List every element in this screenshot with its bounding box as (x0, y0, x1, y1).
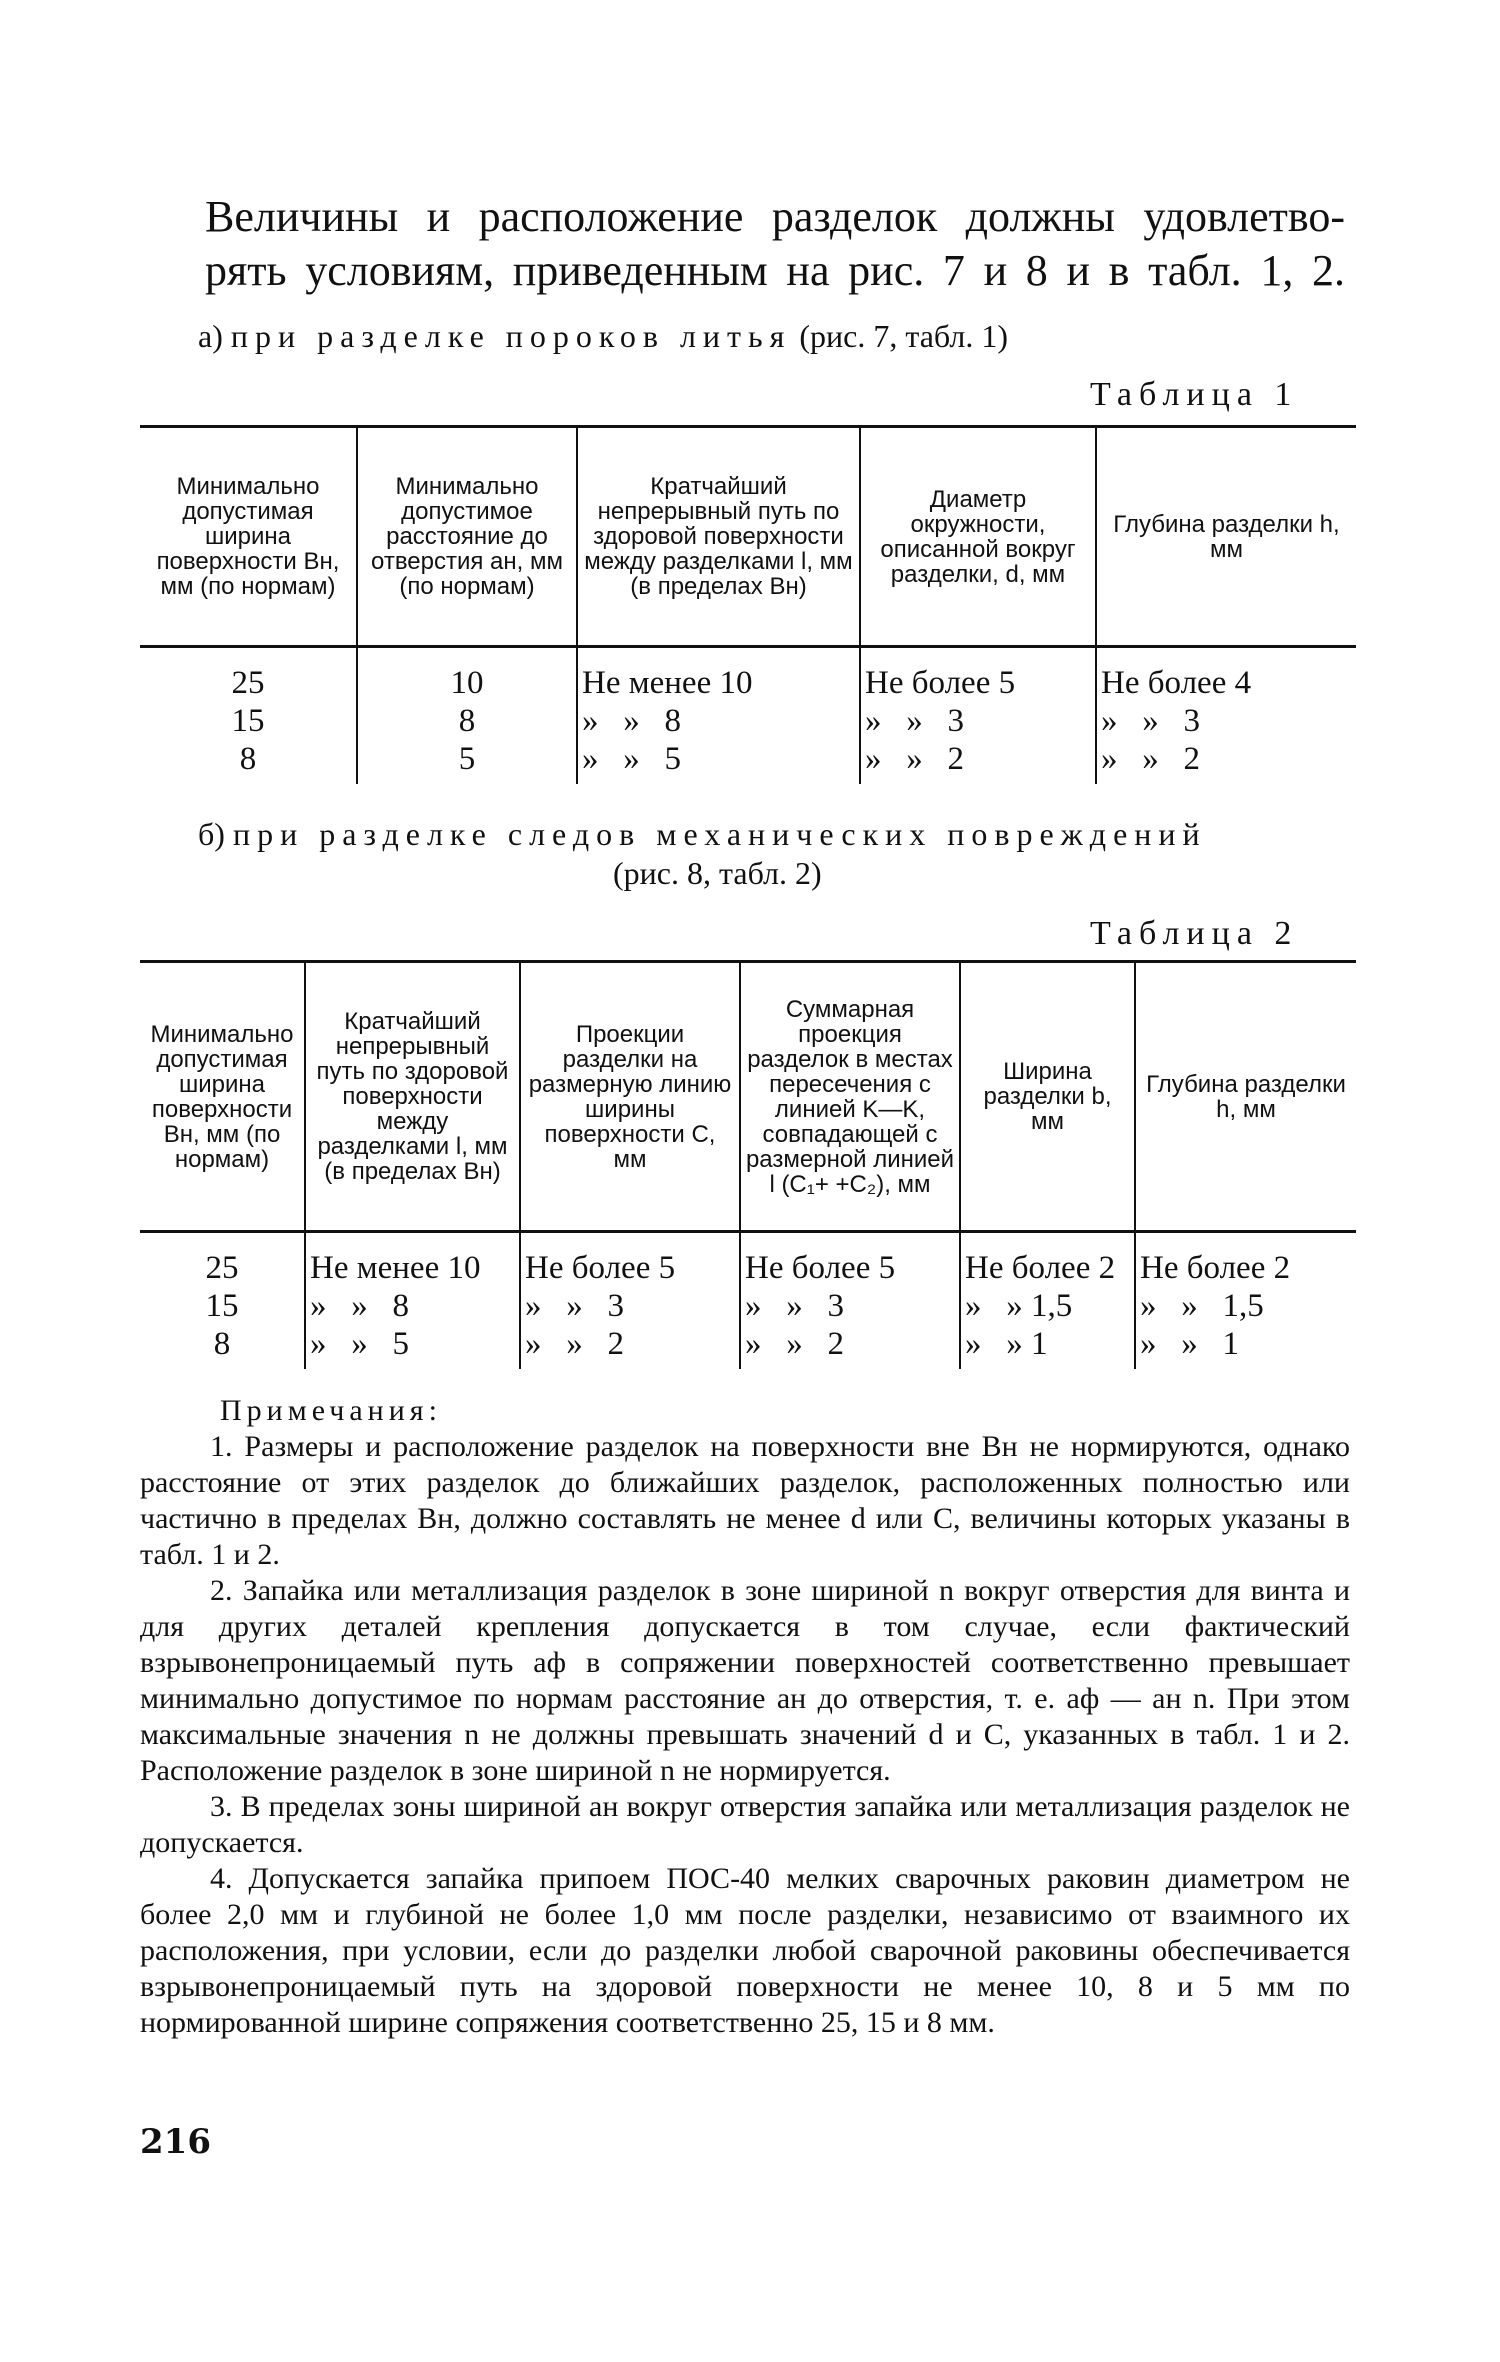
table2-row (140, 1287, 1356, 1325)
section-b-ref: (рис. 8, табл. 2) (613, 855, 822, 891)
table1-cell: Не менее 10 (577, 647, 860, 703)
table2-cell: Не более 2 (960, 1232, 1135, 1288)
section-a-ref: (рис. 7, табл. 1) (799, 318, 1008, 354)
table1-row (140, 740, 1356, 784)
table2-cell: » » 2 (740, 1325, 960, 1369)
table1-header-3: Кратчайший непрерывный путь по здоровой поверхности между разделками l, мм (в пределах Bн) (577, 427, 860, 647)
table1-cell: » » 3 (860, 702, 1096, 740)
table2-cell: » » 3 (740, 1287, 960, 1325)
table-1 (140, 425, 1356, 784)
table2-header-4: Суммарная проекция разделок в местах пересечения с линией K—K, совпадающей с размерной линией l (C₁+ +C₂), мм (740, 962, 960, 1232)
table-2 (140, 960, 1356, 1369)
note-item: 3. В пределах зоны шириной aн вокруг отверстия запайка или металлизация разделок не допускается. (140, 1790, 1350, 1859)
table1-header-4: Диаметр окружности, описанной вокруг разделки, d, мм (860, 427, 1096, 647)
table2-cell: 15 (205, 1288, 239, 1324)
table1-row (140, 702, 1356, 740)
intro-paragraph (205, 190, 1345, 298)
table1-cell: 5 (357, 740, 577, 784)
intro-line-1: Величины и расположение разделок должны удовлетво- (205, 192, 1345, 241)
section-a-title (198, 318, 1008, 355)
table2-cell: » » 1 (1135, 1325, 1356, 1369)
table1-cell: 25 (231, 665, 265, 701)
table2-header-row (140, 962, 1356, 1232)
note-item: 1. Размеры и расположение разделок на поверхности вне Вн не нормируются, однако расстояние от этих разделок до ближайших разделок, расположенных полностью или частично в пределах Вн, должно составлять не менее d или C, величины которых указаны в табл. 1 и 2. (140, 1430, 1350, 1571)
table1-cell: 15 (231, 703, 265, 739)
table1-cell: » » 2 (1096, 740, 1356, 784)
table2-row (140, 1232, 1356, 1288)
table1-cell: 10 (357, 647, 577, 703)
table1-cell: » » 2 (860, 740, 1096, 784)
table2-cell: Не более 5 (520, 1232, 740, 1288)
table2-cell: Не более 5 (740, 1232, 960, 1288)
table1-cell: Не более 5 (860, 647, 1096, 703)
section-a-spaced: при разделке пороков литья (230, 318, 792, 354)
table2-header-2: Кратчайший непрерывный путь по здоровой поверхности между разделками l, мм (в пределах Bн) (305, 962, 520, 1232)
section-b-spaced: при разделке следов механических повреждений (232, 816, 1207, 852)
table2-cell: » » 2 (520, 1325, 740, 1369)
table1-cell: » » 8 (577, 702, 860, 740)
table1-cell: Не более 4 (1096, 647, 1356, 703)
section-a-label: а) (198, 318, 223, 354)
table2-cell: » » 1 (960, 1325, 1135, 1369)
table2-caption: Таблица 2 (1090, 915, 1299, 952)
section-b-label: б) (198, 816, 225, 852)
table2-cell: » » 1,5 (960, 1287, 1135, 1325)
notes-heading: Примечания: (220, 1394, 442, 1427)
table2-cell: » » 1,5 (1135, 1287, 1356, 1325)
note-item: 2. Запайка или металлизация разделок в зоне шириной n вокруг отверстия для винта и для других деталей крепления допускается в том случае, если фактический взрывонепроницаемый путь aф в сопряжении поверхностей соответственно превышает минимально допустимое по нормам расстояние aн до отверстия, т. е. aф — aн n. При этом максимальные значения n не должны превышать значений d и C, указанных в табл. 1 и 2. Расположение разделок в зоне шириной n не нормируется. (140, 1574, 1350, 1787)
table2-cell: Не более 2 (1135, 1232, 1356, 1288)
table1-header-2: Минимально допустимое расстояние до отверстия aн, мм (по нормам) (357, 427, 577, 647)
intro-line-2: рять условиям, приведенным на рис. 7 и 8 и в табл. 1, 2. (205, 246, 1345, 295)
table1-header-row (140, 427, 1356, 647)
table1-cell: 8 (239, 741, 257, 777)
table2-cell: » » 5 (305, 1325, 520, 1369)
table2-cell: 8 (213, 1326, 231, 1362)
table2-header-1: Минимально допустимая ширина поверхности Bн, мм (по нормам) (150, 1020, 294, 1173)
table1-cell: » » 5 (577, 740, 860, 784)
table2-cell: » » 3 (520, 1287, 740, 1325)
table2-header-3: Проекции разделки на размерную линию ширины поверхности C, мм (520, 962, 740, 1232)
table2-cell: » » 8 (305, 1287, 520, 1325)
notes-section (140, 1393, 1350, 2041)
table2-header-5: Ширина разделки b, мм (960, 962, 1135, 1232)
table1-row (140, 647, 1356, 703)
section-b-title (198, 816, 1378, 892)
table2-row (140, 1325, 1356, 1369)
table1-header-5: Глубина разделки h, мм (1096, 427, 1356, 647)
table2-header-6: Глубина разделки h, мм (1135, 962, 1356, 1232)
table1-cell: » » 3 (1096, 702, 1356, 740)
table1-header-1: Минимально допустимая ширина поверхности Bн, мм (по нормам) (156, 473, 340, 600)
table2-cell: Не менее 10 (305, 1232, 520, 1288)
table1-caption: Таблица 1 (1090, 376, 1299, 413)
page-number: 216 (140, 2122, 211, 2162)
note-item: 4. Допускается запайка припоем ПОС-40 мелких сварочных раковин диаметром не более 2,0 мм и глубиной не более 1,0 мм после разделки, независимо от взаимного их расположения, при условии, если до разделки любой сварочной раковины обеспечивается взрывонепроницаемый путь на здоровой поверхности не менее 10, 8 и 5 мм по нормированной ширине сопряжения соответственно 25, 15 и 8 мм. (140, 1862, 1350, 2039)
table2-cell: 25 (205, 1250, 239, 1286)
table1-cell: 8 (357, 702, 577, 740)
